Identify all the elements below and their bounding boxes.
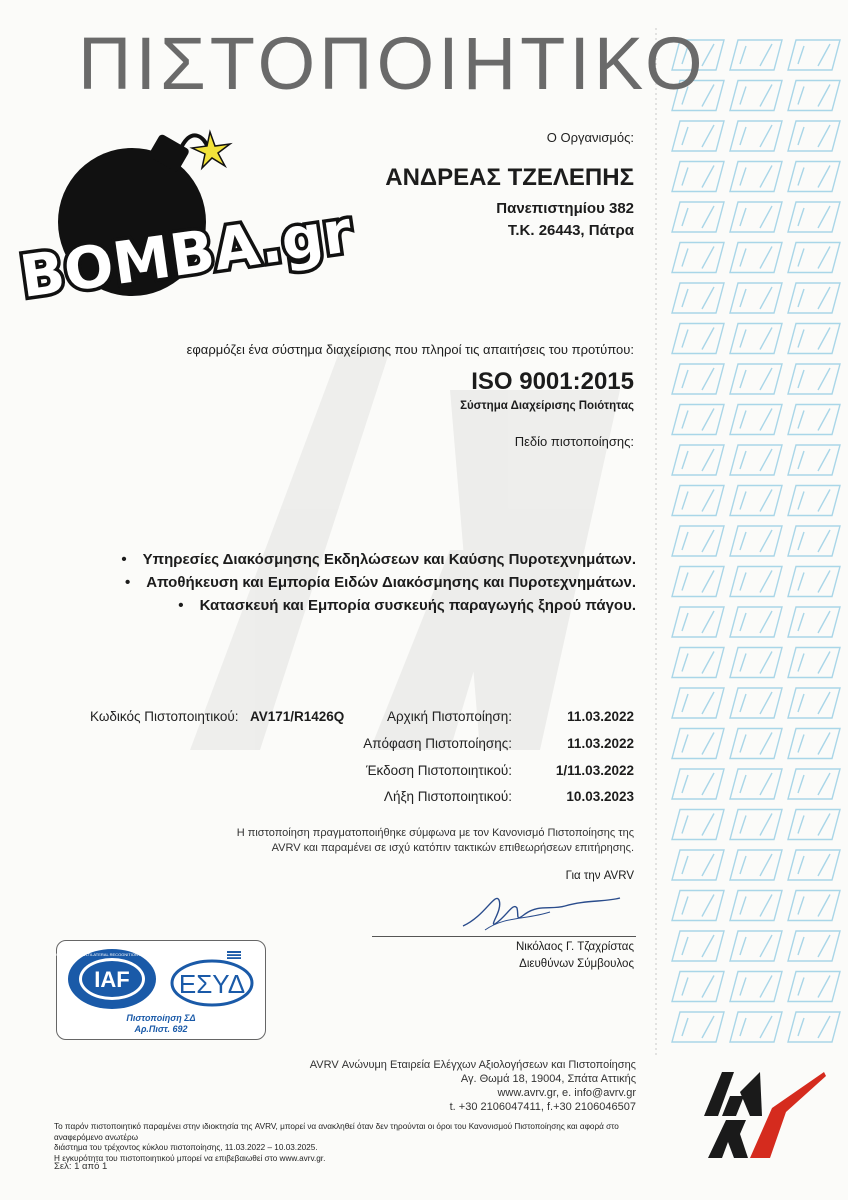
bomba-logo <box>12 118 356 312</box>
bullet-icon: • <box>125 574 131 591</box>
iaf-logo <box>54 947 170 1011</box>
organization-name: ΑΝΔΡΕΑΣ ΤΖΕΛΕΠΗΣ <box>385 164 634 191</box>
certificate-expiry-value: 10.03.2023 <box>566 789 634 804</box>
signatory-name: Νικόλαος Γ. Τζαχρίστας <box>515 941 634 953</box>
iaf-text: IAF <box>94 967 130 992</box>
bullet-icon: • <box>121 551 127 568</box>
organization-label: Ο Οργανισμός: <box>546 130 634 145</box>
certificate-issue-label: Έκδοση Πιστοποιητικού: <box>365 763 512 778</box>
certification-decision-label: Απόφαση Πιστοποίησης: <box>363 736 512 751</box>
initial-certification-value: 11.03.2022 <box>567 709 634 724</box>
avrv-logo-text: AVRV <box>700 1068 703 1069</box>
standard-code: ISO 9001:2015 <box>471 368 634 395</box>
esyd-logo <box>167 951 257 1009</box>
signature-line <box>372 936 636 937</box>
organization-address-line2: Τ.Κ. 26443, Πάτρα <box>507 222 634 239</box>
certificate-expiry-label: Λήξη Πιστοποιητικού: <box>383 789 512 804</box>
certification-statement: Η πιστοποίηση πραγματοποιήθηκε σύμφωνα με τον Κανονισμό Πιστοποίησης της AVRV και παραμένει σε ισχύ κατόπιν τακτικών επιθεωρήσεων επιτήρησης. <box>236 827 634 854</box>
iaf-ring-text: MEMBER OF MULTILATERAL RECOGNITION ARRANGEMENT <box>54 952 170 957</box>
accreditation-box <box>56 940 266 1040</box>
issuer-block: AVRV Ανώνυμη Εταιρεία Ελέγχων Αξιολογήσεων και Πιστοποίησης Αγ. Θωμά 18, 19004, Σπάτα Αττικής www.avrv.gr, e. info@avrv.gr t. +30 2106047411, f.+30 2106046507 <box>309 1059 636 1113</box>
scope-label: Πεδίο πιστοποίησης: <box>514 434 634 449</box>
scope-list <box>80 548 636 617</box>
list-item: • Κατασκευή και Εμπορία συσκευής παραγωγής ξηρού πάγου. <box>80 594 636 617</box>
accreditation-line2: Αρ.Πιστ. 692 <box>134 1024 188 1034</box>
signatory-role: Διευθύνων Σύμβουλος <box>519 958 634 970</box>
bomba-logo-text: BOMBA.gr <box>15 197 356 312</box>
certificate-code-label: Κωδικός Πιστοποιητικού: <box>90 709 239 724</box>
standard-intro: εφαρμόζει ένα σύστημα διαχείρισης που πληροί τις απαιτήσεις του προτύπου: <box>186 342 634 357</box>
organization-address-line1: Πανεπιστημίου 382 <box>496 200 634 217</box>
signature-mark <box>455 886 625 936</box>
security-pattern-strip <box>650 28 848 1058</box>
esyd-text: ΕΣΥΔ <box>178 969 246 999</box>
signature-for-label: Για την AVRV <box>565 870 634 882</box>
page-title: ΠΙΣΤΟΠΟΙΗΤΙΚΟ <box>78 22 707 105</box>
page-number: Σελ: 1 από 1 <box>54 1161 108 1172</box>
certificate-issue-value: 1/11.03.2022 <box>555 763 634 778</box>
initial-certification-label: Αρχική Πιστοποίηση: <box>386 709 512 724</box>
list-item: • Υπηρεσίες Διακόσμησης Εκδηλώσεων και Καύσης Πυροτεχνημάτων. <box>80 548 636 571</box>
certification-decision-value: 11.03.2022 <box>567 736 634 751</box>
bullet-icon: • <box>178 597 184 614</box>
avrv-logo <box>700 1068 828 1160</box>
footer-disclaimer: Το παρόν πιστοποιητικό παραμένει στην ιδιοκτησία της AVRV, μπορεί να ανακληθεί όταν δεν τηρούνται οι όροι του Κανονισμού Πιστοποίησης και αφορά στο αναφερόμενο ανωτέρω διάστημα του τρέχοντος κύκλου πιστοποίησης, 11.03.2022 – 10.03.2025. Η εγκυρότητα του πιστοποιητικού μπορεί να επιβεβαιωθεί στο www.avrv.gr. <box>54 1122 619 1163</box>
accreditation-line1: Πιστοποίηση ΣΔ <box>126 1013 196 1023</box>
standard-description: Σύστημα Διαχείρισης Ποιότητας <box>460 400 634 412</box>
list-item: • Αποθήκευση και Εμπορία Ειδών Διακόσμησης και Πυροτεχνημάτων. <box>80 571 636 594</box>
certificate-code-value: AV171/R1426Q <box>250 709 345 724</box>
